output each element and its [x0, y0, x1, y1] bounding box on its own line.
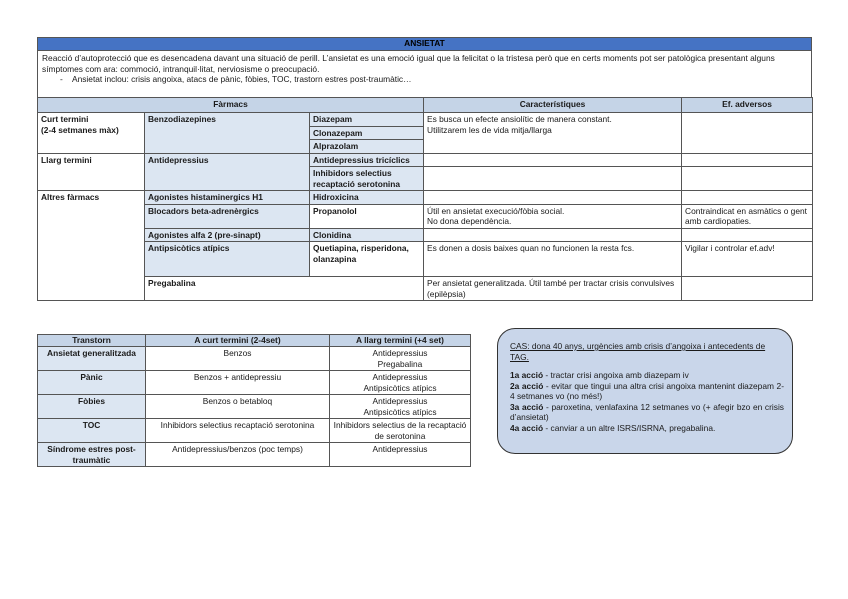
disorder-name: Ansietat generalitzada	[38, 347, 146, 371]
table-row	[38, 395, 471, 419]
disorder-long: Antidepressius Antipsicòtics atípics	[330, 371, 471, 395]
description-text: Reacció d’autoprotecció que es desencadena davant una situació de perill. L’ansietat es una emoció igual que la felicitat o la tristesa però que en certs moments pot ser patològica presentant alguns símptomes com ara: commoció, intranquil·litat, nerviosisme o preocupació.	[42, 53, 775, 74]
header-features: Característiques	[424, 98, 682, 113]
drug-pregabalina: Pregabalina	[145, 277, 424, 301]
disorder-long: Antidepressius Pregabalina	[330, 347, 471, 371]
adverse-h1	[682, 191, 813, 205]
disorder-name: Fòbies	[38, 395, 146, 419]
disorder-short: Benzos o betabloq	[146, 395, 330, 419]
long-term-features-2	[424, 167, 682, 191]
long-term-label: Llarg termini	[38, 153, 145, 191]
family-alfa2: Agonistes alfa 2 (pre-sinapt)	[145, 228, 310, 242]
case-box	[497, 328, 793, 454]
drug-propanolol: Propanolol	[310, 204, 424, 228]
family-beta: Blocadors beta-adrenèrgics	[145, 204, 310, 228]
disorder-long: Antidepressius	[330, 443, 471, 467]
table-row	[38, 443, 471, 467]
long-term-features-1	[424, 153, 682, 167]
disorder-short: Benzos + antidepressiu	[146, 371, 330, 395]
features-h1	[424, 191, 682, 205]
disorder-long: Antidepressius Antipsicòtics atípics	[330, 395, 471, 419]
table-row	[38, 347, 471, 371]
adverse-pregabalina	[682, 277, 813, 301]
case-step-label: 2a acció	[510, 380, 544, 391]
other-label: Altres fàrmacs	[38, 191, 145, 301]
features-antipsychotics: Es donen a dosis baixes quan no funcionen la resta fcs.	[424, 242, 682, 277]
disorder-name: Pànic	[38, 371, 146, 395]
family-antipsychotics: Antipsicòtics atípics	[145, 242, 310, 277]
header-table	[37, 37, 812, 103]
features-beta: Útil en ansietat execució/fòbia social. No dona dependència.	[424, 204, 682, 228]
disorder-long: Inhibidors selectius de la recaptació de serotonina	[330, 419, 471, 443]
drug-clonidina: Clonidina	[310, 228, 424, 242]
features-pregabalina: Per ansietat generalitzada. Útil també per tractar crisis convulsives (epilèpsia)	[424, 277, 682, 301]
short-term-features: Es busca un efecte ansiolític de manera constant. Utilitzarem les de vida mitja/llarga	[424, 113, 682, 154]
header-adverse: Ef. adversos	[682, 98, 813, 113]
short-term-family: Benzodiazepines	[145, 113, 310, 154]
disorder-name: Síndrome estres post-traumàtic	[38, 443, 146, 467]
case-step-1	[510, 370, 784, 381]
short-term-label: Curt termini (2-4 setmanes màx)	[38, 113, 145, 154]
drug-tricyclics: Antidepressius tricíclics	[310, 153, 424, 167]
disorder-header-short: A curt termini (2-4set)	[146, 335, 330, 347]
bullet-line	[42, 74, 807, 85]
table-row	[38, 419, 471, 443]
case-step-text: - tractar crisi angoixa amb diazepam iv	[545, 370, 689, 380]
case-step-label: 3a acció	[510, 401, 544, 412]
disorder-short: Inhibidors selectius recaptació serotonina	[146, 419, 330, 443]
drug-antipsychotics: Quetiapina, risperidona, olanzapina	[310, 242, 424, 277]
disorder-table	[37, 334, 471, 467]
long-term-family: Antidepressius	[145, 153, 310, 191]
adverse-antipsychotics: Vigilar i controlar ef.adv!	[682, 242, 813, 277]
drug-hidroxicina: Hidroxicina	[310, 191, 424, 205]
short-term-adverse	[682, 113, 813, 154]
case-step-label: 4a acció	[510, 422, 544, 433]
case-step-4	[510, 423, 784, 434]
disorder-header-long: A llarg termini (+4 set)	[330, 335, 471, 347]
case-step-text: - evitar que tingui una altra crisi angoixa mantenint diazepam 2-4 setmanes vo (no més!)	[510, 380, 785, 401]
drug-ssri: Inhibidors selectius recaptació serotonina	[310, 167, 424, 191]
disorder-short: Benzos	[146, 347, 330, 371]
description-cell	[38, 51, 812, 103]
case-step-3	[510, 402, 784, 423]
long-term-adverse-2	[682, 167, 813, 191]
long-term-adverse-1	[682, 153, 813, 167]
case-step-text: - canviar a un altre ISRS/ISRNA, pregabalina.	[545, 422, 716, 433]
page-title: ANSIETAT	[38, 38, 812, 51]
case-step-2	[510, 381, 784, 402]
features-alfa2	[424, 228, 682, 242]
family-h1: Agonistes histaminergics H1	[145, 191, 310, 205]
bullet-dash: -	[60, 74, 63, 84]
disorder-name: TOC	[38, 419, 146, 443]
case-title: CAS: dona 40 anys, urgències amb crisis d’angoixa i antecedents de TAG.	[510, 341, 766, 362]
drug-diazepam: Diazepam	[310, 113, 424, 127]
drug-table	[37, 97, 813, 301]
drug-alprazolam: Alprazolam	[310, 140, 424, 154]
adverse-alfa2	[682, 228, 813, 242]
table-row	[38, 371, 471, 395]
disorder-header-name: Transtorn	[38, 335, 146, 347]
bullet-text: Ansietat inclou: crisis angoixa, atacs de pànic, fòbies, TOC, trastorn estres post-traumàtic…	[72, 74, 412, 84]
adverse-beta: Contraindicat en asmàtics o gent amb cardiopaties.	[682, 204, 813, 228]
case-step-label: 1a acció	[510, 370, 544, 380]
disorder-short: Antidepressius/benzos (poc temps)	[146, 443, 330, 467]
header-drugs: Fàrmacs	[38, 98, 424, 113]
drug-clonazepam: Clonazepam	[310, 126, 424, 140]
case-step-text: - paroxetina, venlafaxina 12 setmanes vo (+ afegir bzo en crisis d’ansietat)	[510, 401, 784, 422]
